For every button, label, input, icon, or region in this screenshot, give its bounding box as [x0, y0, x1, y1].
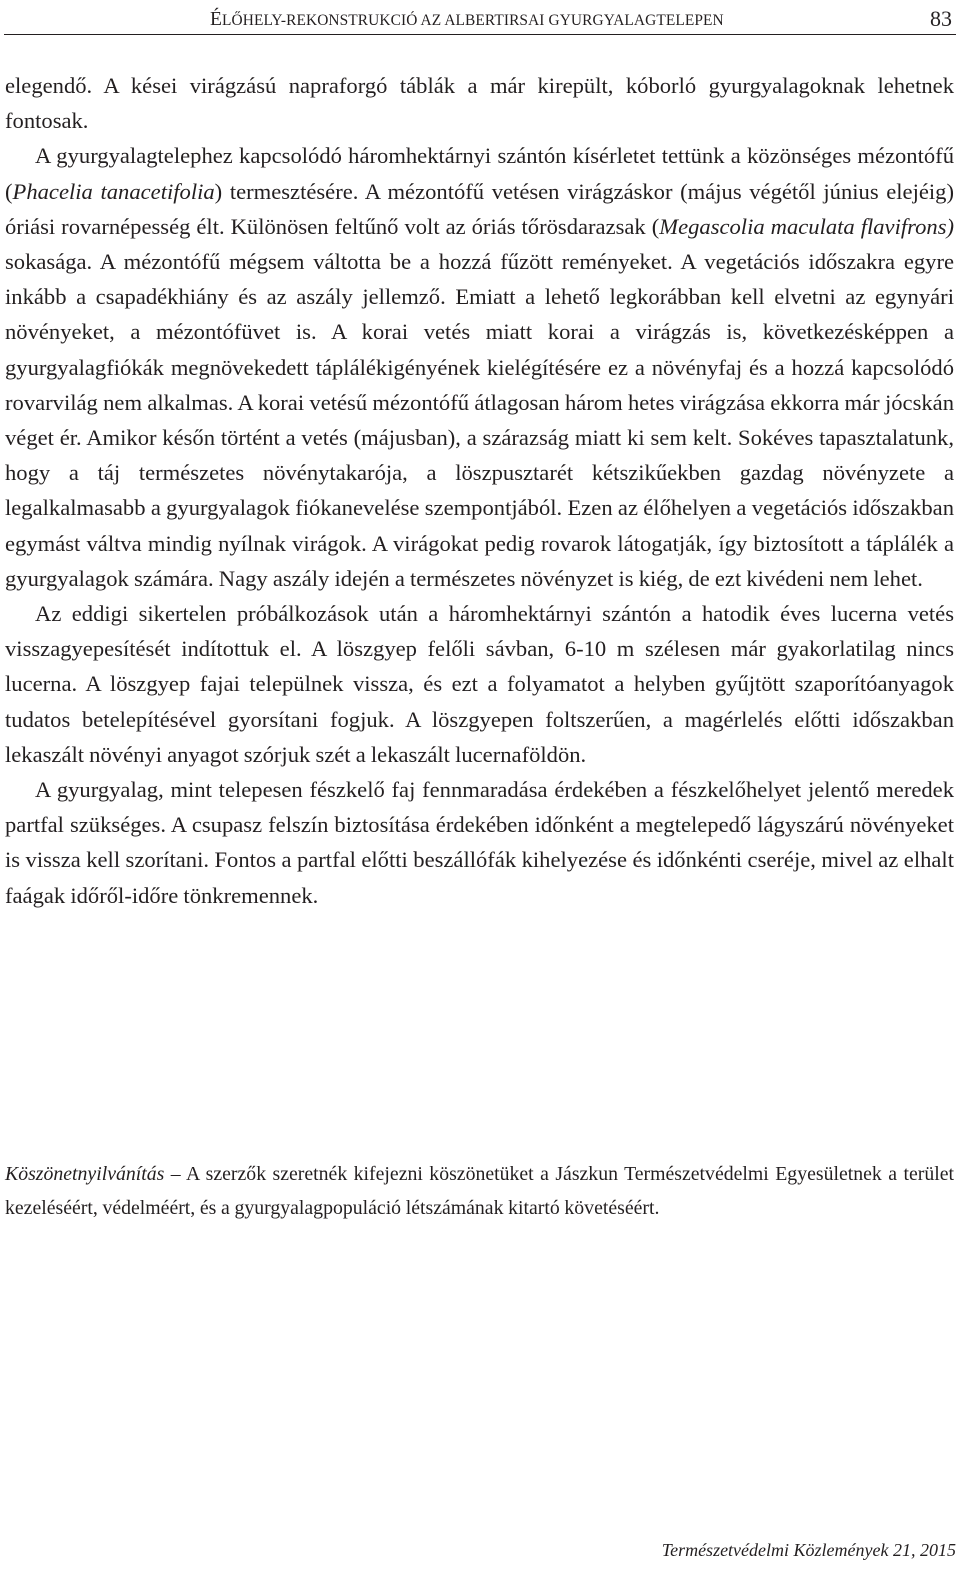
paragraph-2-part-3: sokasága. A mézontófű mégsem váltotta be a hozzá fűzött reményeket. A vegetációs időszakra egyre inkább a csapadékhiány és az aszály jellemző. Emiatt a lehető legkorábban kell elvetni az egynyári növényeket, a mézontófüvet is. A korai vetés miatt korai a virágzás is, következésképpen a gyurgyalagfiókák megnövekedett táplálékigényének kielégítésére ez a növényfaj és a hozzá kapcsolódó rovarvilág nem alkalmas. A korai vetésű mézontófű átlagosan három hetes virágzása ekkorra már jócskán véget ér. Amikor későn történt a vetés (májusban), a szárazság miatt ki sem kelt. Sokéves tapasztalatunk, hogy a táj természetes növénytakarója, a löszpusztarét kétszikűekben gazdag növényzete a legalkalmasabb a gyurgyalagok fiókanevelése szempontjából. Ezen az élőhelyen a vegetációs időszakban egymást váltva mindig nyílnak virágok. A virágokat pedig rovarok látogatják, így biztosított a táplálék a gyurgyalagok számára. Nagy aszály idején a természetes növényzet is kiég, de ezt kivédeni nem lehet. — [5, 249, 954, 591]
species-name-phacelia: Phacelia tanacetifolia — [12, 178, 215, 204]
paragraph-2-part-2: ) termesztésére. A mézontófű vetésen virágzáskor (május végétől június elejéig) óriási rovarnépesség élt. Különösen feltűnő volt az óriás tőrösdarazsak ( — [5, 178, 954, 239]
running-title: ÉLŐHELY-REKONSTRUKCIÓ AZ ALBERTIRSAI GYURGYALAGTELEPEN — [210, 9, 724, 30]
acknowledgement-text: – A szerzők szeretnék kifejezni köszönetüket a Jászkun Természetvédelmi Egyesületnek a terület kezeléséért, védelméért, és a gyurgyalagpopuláció létszámának kitartó követéséért. — [5, 1163, 954, 1220]
acknowledgement — [5, 1157, 954, 1226]
journal-citation: Természetvédelmi Közlemények 21, 2015 — [661, 1540, 956, 1560]
species-name-megascolia: Megascolia maculata flavifrons) — [659, 213, 955, 239]
paragraph-1: elegendő. A kései virágzású napraforgó táblák a már kirepült, kóborló gyurgyalagoknak lehetnek fontosak. — [5, 73, 954, 134]
paragraph-2 — [5, 138, 954, 596]
page-number: 83 — [930, 6, 952, 31]
paragraph-4: A gyurgyalag, mint telepesen fészkelő faj fennmaradása érdekében a fészkelőhelyet jelentő meredek partfal szükséges. A csupasz felszín biztosítása érdekében időnként a megtelepedő lágyszárú növényeket is vissza kell szorítani. Fontos a partfal előtti beszállófák kihelyezése és időnkénti cseréje, mivel az elhalt faágak időről-időre tönkremennek. — [5, 777, 954, 908]
article-body — [5, 68, 954, 913]
acknowledgement-label: Köszönetnyilvánítás — [5, 1163, 165, 1185]
paragraph-2-part-1: A gyurgyalagtelephez kapcsolódó háromhektárnyi szántón kísérletet tettünk a közönséges mézontófű ( — [5, 143, 954, 204]
paragraph-3: Az eddigi sikertelen próbálkozások után a háromhektárnyi szántón a hatodik éves lucerna vetés visszagyepesítését indítottuk el. A löszgyep felőli sávban, 6-10 m szélesen már gyakorlatilag nincs lucerna. A löszgyep fajai települnek vissza, és ezt a folyamatot a helyben gyűjtött szaporítóanyagok tudatos betelepítésével gyorsítani fogjuk. A löszgyepen foltszerűen, a magérlelés előtti időszakban lekaszált növényi anyagot szórjuk szét a lekaszált lucernaföldön. — [5, 601, 954, 767]
running-header — [4, 4, 956, 35]
